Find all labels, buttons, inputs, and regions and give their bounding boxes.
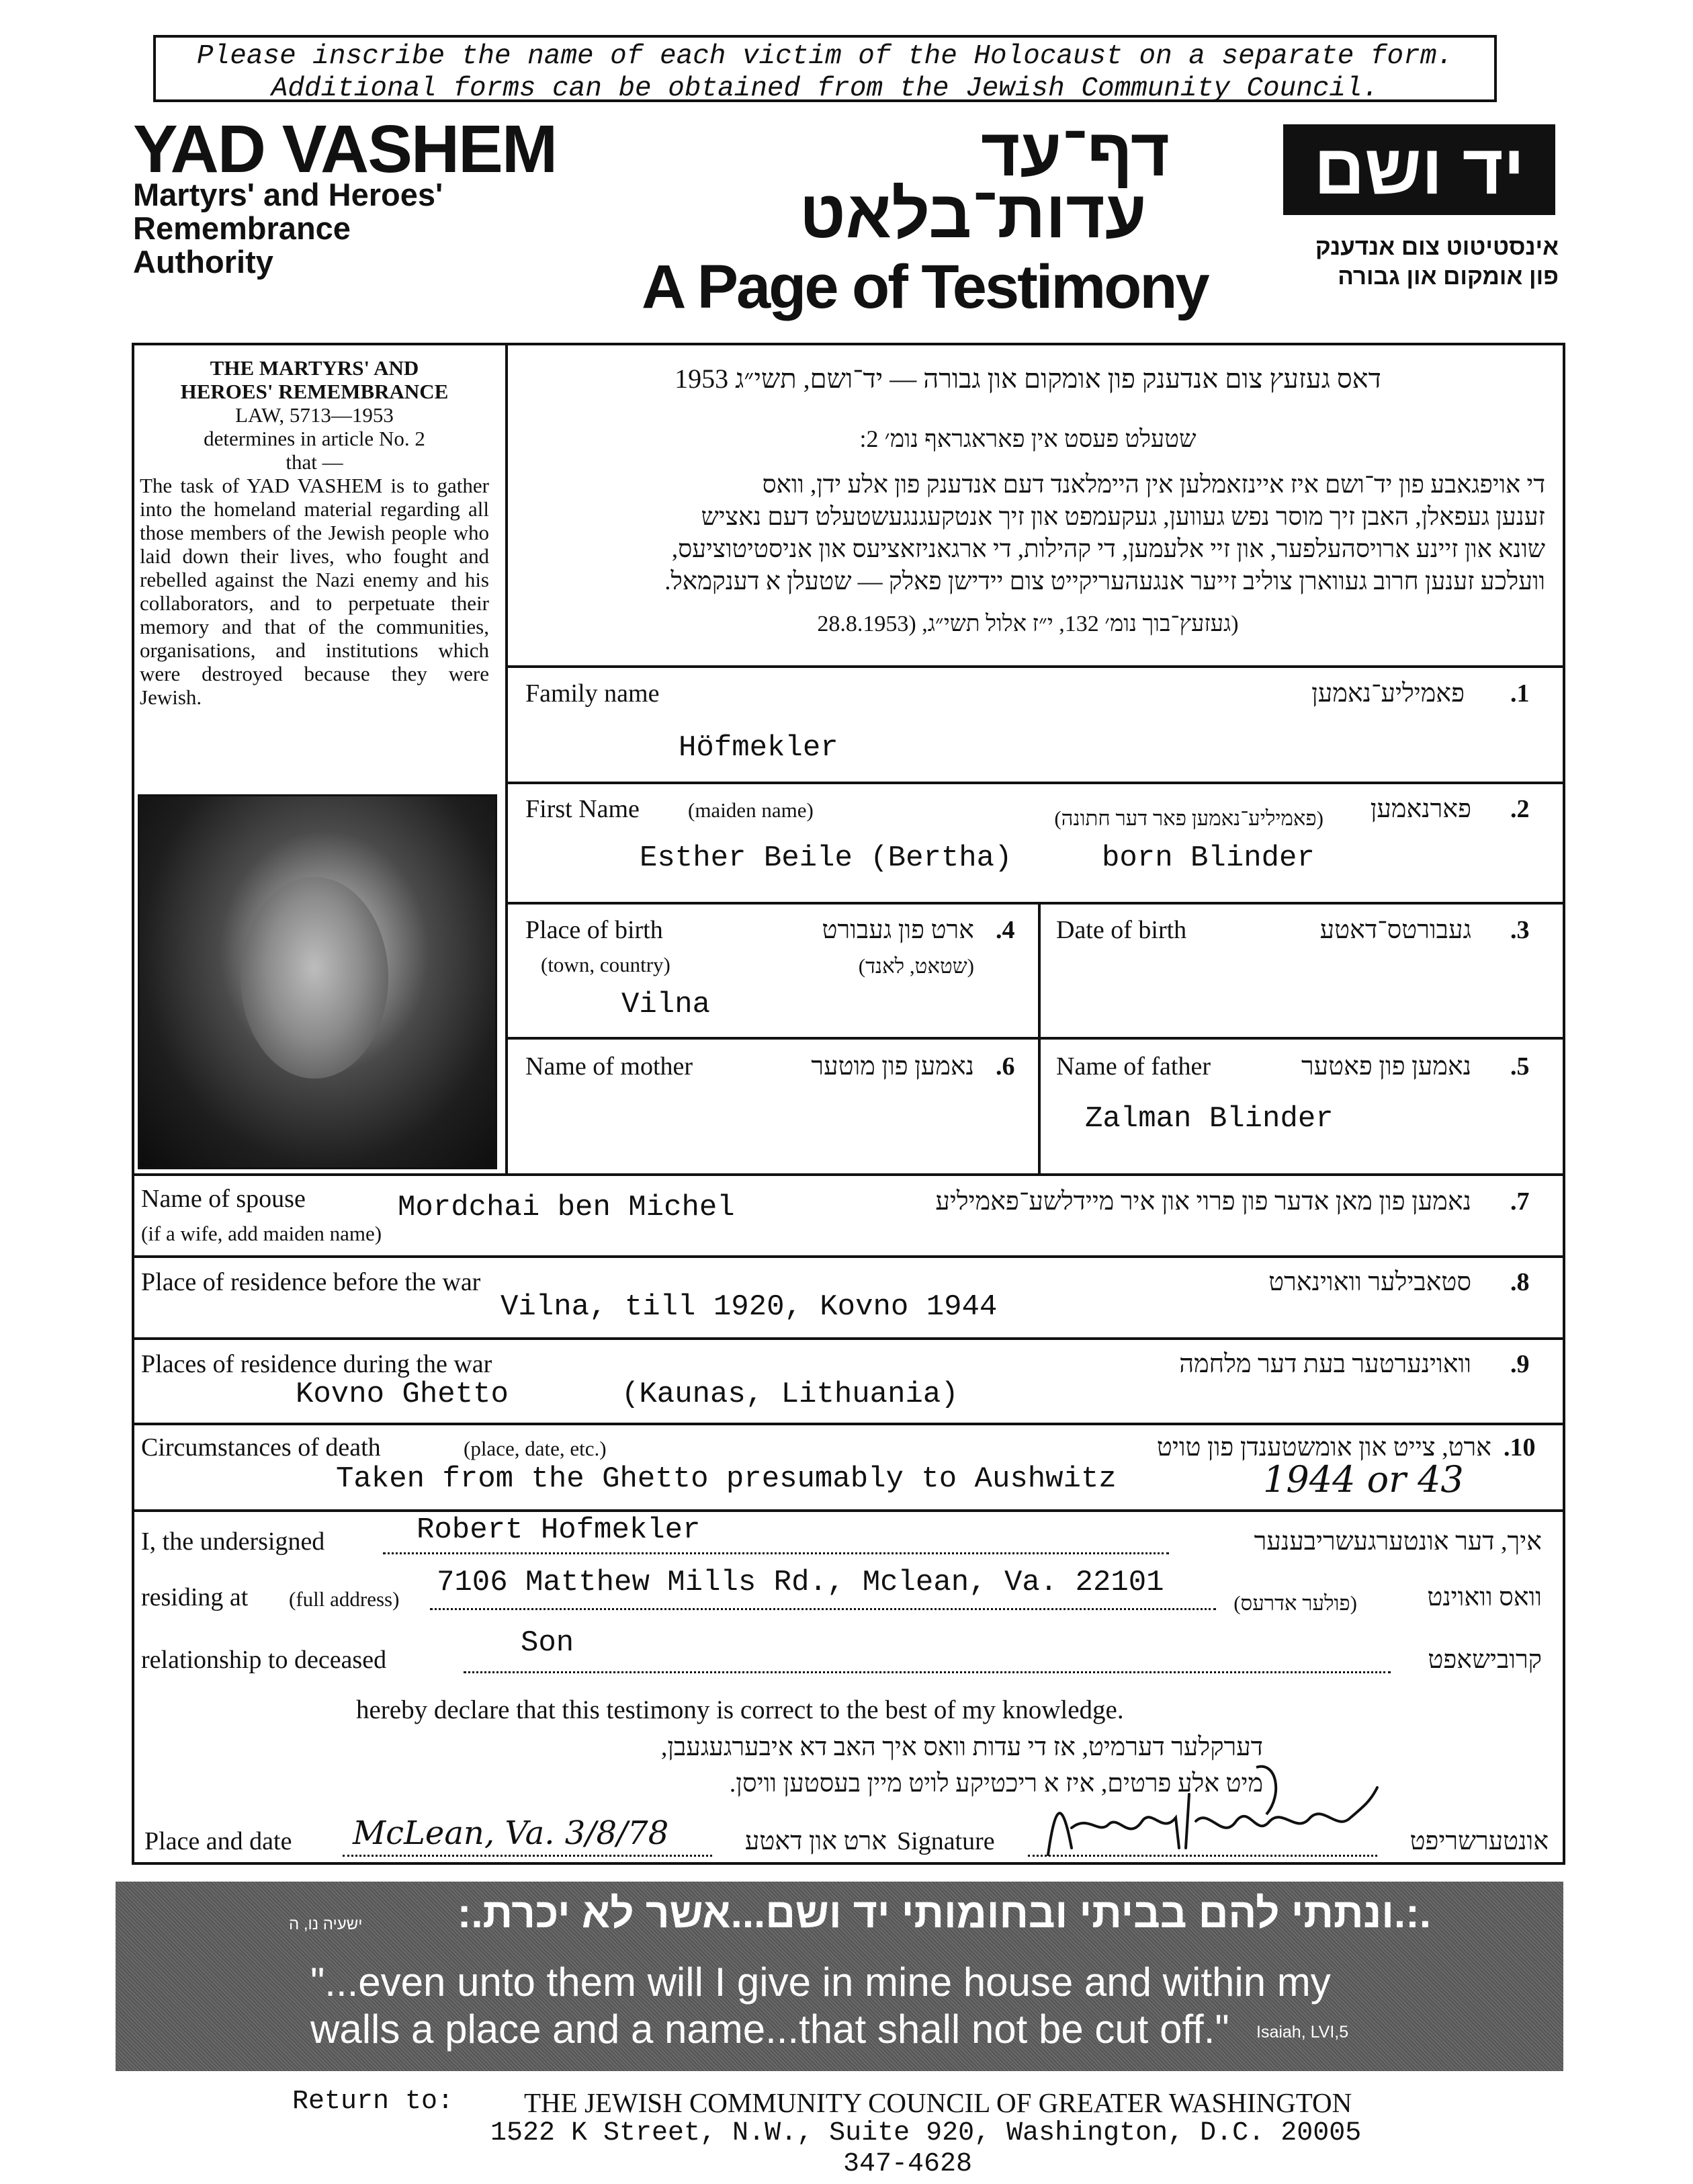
- hebrew-title-daf-ed: דף־עד: [981, 115, 1170, 190]
- field6-label: Name of mother: [525, 1052, 693, 1081]
- residing-label-yiddish-sub: (פולער אדרעס): [1233, 1591, 1357, 1615]
- relationship-value[interactable]: Son: [521, 1626, 574, 1660]
- undersigned-label: I, the undersigned: [141, 1527, 325, 1556]
- maiden-name-value[interactable]: born Blinder: [1102, 841, 1315, 875]
- field8-label: Place of residence before the war: [141, 1268, 481, 1296]
- field4-number: .4: [996, 916, 1015, 944]
- residence-before-war-value[interactable]: Vilna, till 1920, Kovno 1944: [501, 1290, 998, 1324]
- declaration-text: hereby declare that this testimony is correct to the best of my knowledge.: [356, 1695, 1124, 1724]
- circumstances-of-death-value[interactable]: Taken from the Ghetto presumably to Aushwitz: [336, 1462, 1117, 1496]
- field1-label: Family name: [525, 679, 660, 708]
- relationship-label: relationship to deceased: [141, 1646, 387, 1674]
- signature-scribble[interactable]: [1035, 1754, 1411, 1868]
- yiddish-title-eydes-blat: עדות־בלאט: [799, 177, 1147, 252]
- divider-field8: [132, 1255, 1565, 1258]
- field2-number: .2: [1510, 795, 1530, 823]
- law-yiddish-line-1: די אויפגאבע פון יד־ושם איז איינזאמלען אין היימלאנד דעם אנדענק פון אלע ידן, וואס: [762, 471, 1545, 499]
- banner-english-line-1: "...even unto them will I give in mine house and within my: [310, 1960, 1331, 2005]
- field9-label-yiddish: וואוינערטער בעת דער מלחמה: [1179, 1350, 1471, 1378]
- law-box: [140, 356, 489, 709]
- divider-field1-field2: [505, 782, 1565, 784]
- field8-label-yiddish: סטאבילער וואוינארט: [1268, 1268, 1471, 1296]
- field2-label-yiddish-sub: (פאמיליע־נאמען פאר דער חתונה): [1054, 806, 1323, 830]
- divider-field34-field56: [505, 1037, 1565, 1040]
- return-address: 1522 K Street, N.W., Suite 920, Washington, D.C. 20005: [490, 2118, 1362, 2148]
- field5-label: Name of father: [1056, 1052, 1211, 1081]
- law-yiddish-subtitle: שטעלט פעסט אין פאראגראף נומ׳ 2:: [859, 425, 1197, 452]
- divider-law-field1: [505, 665, 1565, 668]
- field3-label-yiddish: געבורטס־דאטע: [1319, 916, 1471, 944]
- field7-label: Name of spouse: [141, 1185, 306, 1213]
- field3-label: Date of birth: [1056, 916, 1187, 944]
- field2-label-yiddish: פארנאמען: [1370, 795, 1471, 823]
- law-yiddish-line-2: זענען געפאלן, האבן זיך מוסר נפש געווען, געקעמפט און זיך אנטקעגנגעשטעלט דעם נאציש: [701, 503, 1545, 531]
- death-year-handwritten[interactable]: 1944 or 43: [1263, 1458, 1464, 1501]
- return-label: Return to:: [292, 2087, 454, 2117]
- place-date-label: Place and date: [144, 1827, 292, 1855]
- undersigned-label-yiddish: איך, דער אונטערגעשריבענער: [1254, 1527, 1542, 1556]
- law-heading-1: THE MARTYRS' AND: [210, 356, 419, 380]
- field1-number: .1: [1510, 679, 1530, 708]
- field2-label-sub: (maiden name): [688, 798, 814, 822]
- notice-line-1: Please inscribe the name of each victim of the Holocaust on a separate form.: [197, 41, 1453, 72]
- divider-declaration: [132, 1509, 1565, 1512]
- undersigned-name-value[interactable]: Robert Hofmekler: [417, 1513, 701, 1547]
- logo-subtitle-1: אינסטיטוט צום אנדענק: [1315, 234, 1559, 260]
- residing-label-yiddish: וואס וואוינט: [1427, 1583, 1542, 1611]
- field10-label-yiddish: ארט, צייט און אומשטענדן פון טויט: [1156, 1433, 1491, 1462]
- field6-label-yiddish: נאמען פון מוטער: [811, 1052, 974, 1081]
- field4-label-sub: (town, country): [541, 953, 670, 976]
- field8-number: .8: [1510, 1268, 1530, 1296]
- law-line-1: determines in article No. 2: [204, 427, 425, 450]
- relationship-label-yiddish: קרובישאפט: [1428, 1646, 1542, 1674]
- signature-label: Signature: [897, 1827, 995, 1855]
- org-title: YAD VASHEM: [133, 112, 557, 187]
- divider-field9: [132, 1337, 1565, 1340]
- field2-label: First Name: [525, 795, 640, 823]
- field7-label-sub: (if a wife, add maiden name): [141, 1222, 382, 1245]
- residing-label: residing at: [141, 1583, 249, 1611]
- residing-line: [430, 1608, 1216, 1610]
- field1-label-yiddish: פאמיליע־נאמען: [1311, 679, 1465, 708]
- org-subtitle-2: Remembrance: [133, 210, 351, 246]
- field9-number: .9: [1510, 1350, 1530, 1378]
- law-body: The task of YAD VASHEM is to gather into the homeland material regarding all those members of the Jewish people who laid down their lives, who fought and rebelled against the Nazi enemy and his collaborators, and to perpetuate their memory and that of the communities, organisations, and institutions which were destroyed because they were Jewish.: [140, 474, 489, 709]
- place-date-line: [343, 1855, 712, 1857]
- banner-hebrew-verse: .:.ונתתי להם בביתי ובחומותי יד ושם...אשר לא יכרת.:: [457, 1890, 1431, 1937]
- field10-number: .10: [1504, 1433, 1536, 1462]
- law-heading-3: LAW, 5713—1953: [235, 403, 394, 427]
- instruction-notice: [153, 35, 1497, 102]
- divider-field7: [132, 1173, 1565, 1176]
- field4-label-yiddish-sub: (שטאט, לאנד): [858, 954, 974, 978]
- law-yiddish-line-4: וועלכע זענען חרוב געווארן צוליב זייער אנגעהעריקייט צום יידישן פאלק — שטעלן א דענקמאל.: [664, 568, 1545, 595]
- return-organization: THE JEWISH COMMUNITY COUNCIL OF GREATER WASHINGTON: [524, 2087, 1352, 2118]
- family-name-value[interactable]: Höfmekler: [679, 731, 838, 765]
- relationship-line: [464, 1671, 1391, 1673]
- residing-label-sub: (full address): [289, 1587, 400, 1611]
- law-yiddish-line-3: שונא און זיינע ארויסהעלפער, און זיי אלעמען, די קהילות, די ארגאניזאציעס און אניסטיטוציעס,: [671, 536, 1545, 563]
- org-subtitle-3: Authority: [133, 244, 273, 280]
- return-phone: 347-4628: [843, 2149, 973, 2179]
- notice-line-2: Additional forms can be obtained from the Jewish Community Council.: [271, 73, 1379, 104]
- place-date-label-yiddish: ארט און דאטע: [744, 1827, 887, 1855]
- field4-label: Place of birth: [525, 916, 663, 944]
- declaration-yiddish-2: מיט אלע פרטים, איז א ריכטיקע לויט מיין בעסטען וויסן.: [729, 1769, 1263, 1798]
- field5-number: .5: [1510, 1052, 1530, 1081]
- first-name-value[interactable]: Esther Beile (Bertha): [640, 841, 1012, 875]
- divider-field10: [132, 1423, 1565, 1425]
- divider-field2-field3: [505, 902, 1565, 905]
- field7-label-yiddish: נאמען פון מאן אדער פון פרוי און איר מיידלשע־פאמיליע: [935, 1187, 1471, 1216]
- place-of-birth-value[interactable]: Vilna: [621, 988, 711, 1021]
- field6-number: .6: [996, 1052, 1015, 1081]
- banner-source: Isaiah, LVI,5: [1256, 2023, 1349, 2042]
- portrait-face: [241, 877, 388, 1079]
- declaration-yiddish-1: דערקלער דערמיט, אז די עדות וואס איך האב דא איבערגעגעבן,: [660, 1733, 1263, 1761]
- victim-photo: [138, 794, 497, 1169]
- father-name-value[interactable]: Zalman Blinder: [1085, 1102, 1334, 1136]
- field4-label-yiddish: ארט פון געבורט: [822, 916, 974, 944]
- place-date-value[interactable]: McLean, Va. 3/8/78: [353, 1814, 669, 1852]
- field9-label: Places of residence during the war: [141, 1350, 492, 1378]
- law-yiddish-title: דאס געזעץ צום אנדענק פון אומקום און גבורה — יד־ושם, תשי״ג 1953: [675, 364, 1381, 394]
- field10-label-sub: (place, date, etc.): [464, 1437, 607, 1460]
- field5-label-yiddish: נאמען פון פאטער: [1301, 1052, 1471, 1081]
- residing-address-value[interactable]: 7106 Matthew Mills Rd., Mclean, Va. 22101: [437, 1566, 1164, 1599]
- field7-number: .7: [1510, 1187, 1530, 1216]
- field3-number: .3: [1510, 916, 1530, 944]
- law-line-2: that —: [286, 450, 343, 474]
- signature-label-yiddish: אונטערשריפט: [1409, 1827, 1549, 1855]
- left-column-divider: [505, 343, 508, 1176]
- law-yiddish-citation: (געזעץ־בוך נומ׳ 132, י״ז אלול תשי״ג, (28.8.1953: [817, 612, 1239, 636]
- law-heading-2: HEROES' REMEMBRANCE: [180, 380, 449, 403]
- logo-subtitle-2: פון אומקום און גבורה: [1338, 263, 1559, 290]
- banner-english-line-2: walls a place and a name...that shall not be cut off.": [310, 2007, 1229, 2052]
- field10-label: Circumstances of death: [141, 1433, 381, 1462]
- spouse-name-value[interactable]: Mordchai ben Michel: [398, 1191, 735, 1224]
- residence-during-war-detail[interactable]: (Kaunas, Lithuania): [621, 1378, 959, 1411]
- org-subtitle-1: Martyrs' and Heroes': [133, 177, 443, 212]
- page-title: A Page of Testimony: [642, 253, 1208, 321]
- residence-during-war-value[interactable]: Kovno Ghetto: [296, 1378, 509, 1411]
- yad-vashem-logo: יד ושם: [1283, 124, 1555, 215]
- undersigned-line: [383, 1552, 1169, 1554]
- banner-hebrew-source: ישעיה נו, ה: [289, 1915, 363, 1933]
